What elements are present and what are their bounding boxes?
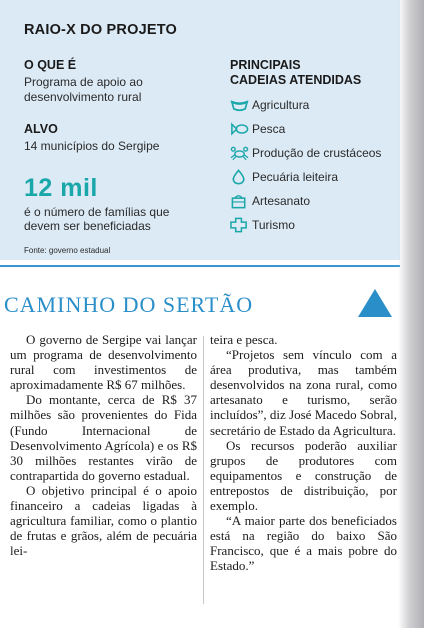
chains-title-line-1: PRINCIPAIS [230, 58, 301, 72]
article-column-1 [10, 332, 197, 558]
triangle-icon [358, 289, 392, 317]
chain-label: Agricultura [252, 98, 310, 112]
column-divider [203, 336, 204, 604]
article-column-2 [210, 332, 397, 574]
crab-icon [230, 144, 252, 162]
chain-label: Artesanato [252, 194, 311, 208]
handicraft-icon [230, 192, 252, 210]
fish-icon [230, 120, 252, 138]
paragraph: “A maior parte dos beneficiados está na região do baixo São Francisco, que é a mais pobre do Estado.” [210, 513, 397, 574]
source-note: Fonte: governo estadual [24, 246, 111, 255]
paragraph: Do montante, cerca de R$ 37 milhões são provenientes do Fida (Fundo Internacional de Desenvolvimento Agrícola) e os R$ 30 milhões restantes virão de contrapartida do governo estadual. [10, 392, 197, 483]
target-label: ALVO [24, 122, 58, 136]
what-label: O QUE É [24, 58, 77, 72]
page-edge-shadow [398, 0, 424, 628]
chain-item-pesca [230, 117, 381, 141]
section-divider [0, 265, 400, 267]
what-text-line-1: Programa de apoio ao [24, 75, 143, 89]
chain-item-turismo [230, 213, 381, 237]
chain-item-crustaceos [230, 141, 381, 165]
tourism-icon [230, 216, 252, 234]
paragraph: O governo de Sergipe vai lançar um programa de desenvolvimento rural com investimentos de aproximadamente R$ 67 milhões. [10, 332, 197, 393]
paragraph: “Projetos sem vínculo com a área produtiva, mas também desenvolvidos na zona rural, como artesanato e turismo, serão incluídos”, diz José Macedo Sobral, secretário de Estado da Agricultura. [210, 347, 398, 438]
article-headline: CAMINHO DO SERTÃO [4, 292, 254, 317]
big-number: 12 mil [24, 174, 98, 202]
chains-list [230, 93, 381, 237]
chain-label: Turismo [252, 218, 295, 232]
milk-drop-icon [230, 168, 252, 186]
chain-item-pecuaria [230, 165, 381, 189]
paragraph-continuation: teira e pesca. [210, 332, 278, 347]
big-text-line-1: é o número de famílias que [24, 205, 170, 219]
target-text: 14 municípios do Sergipe [24, 139, 160, 153]
chain-label: Pecuária leiteira [252, 170, 339, 184]
chains-title-line-2: CADEIAS ATENDIDAS [230, 73, 362, 87]
what-text-line-2: desenvolvimento rural [24, 90, 142, 104]
project-info-box [0, 0, 400, 260]
chain-item-artesanato [230, 189, 381, 213]
chain-label: Pesca [252, 122, 286, 136]
chains-title [230, 58, 390, 88]
big-text-line-2: devem ser beneficiadas [24, 219, 151, 233]
paragraph: Os recursos poderão auxiliar grupos de produtores com equipamentos e construção de entrepostos de distribuição, por exemplo. [210, 437, 397, 514]
bowl-icon [230, 96, 252, 114]
paragraph: O objetivo principal é o apoio financeiro a cadeias ligadas à agricultura familiar, como o plantio de frutas e grãos, além de pecuária lei- [10, 482, 197, 559]
chain-label: Produção de crustáceos [252, 146, 382, 160]
box-title: RAIO-X DO PROJETO [24, 22, 177, 38]
chain-item-agricultura [230, 93, 381, 117]
